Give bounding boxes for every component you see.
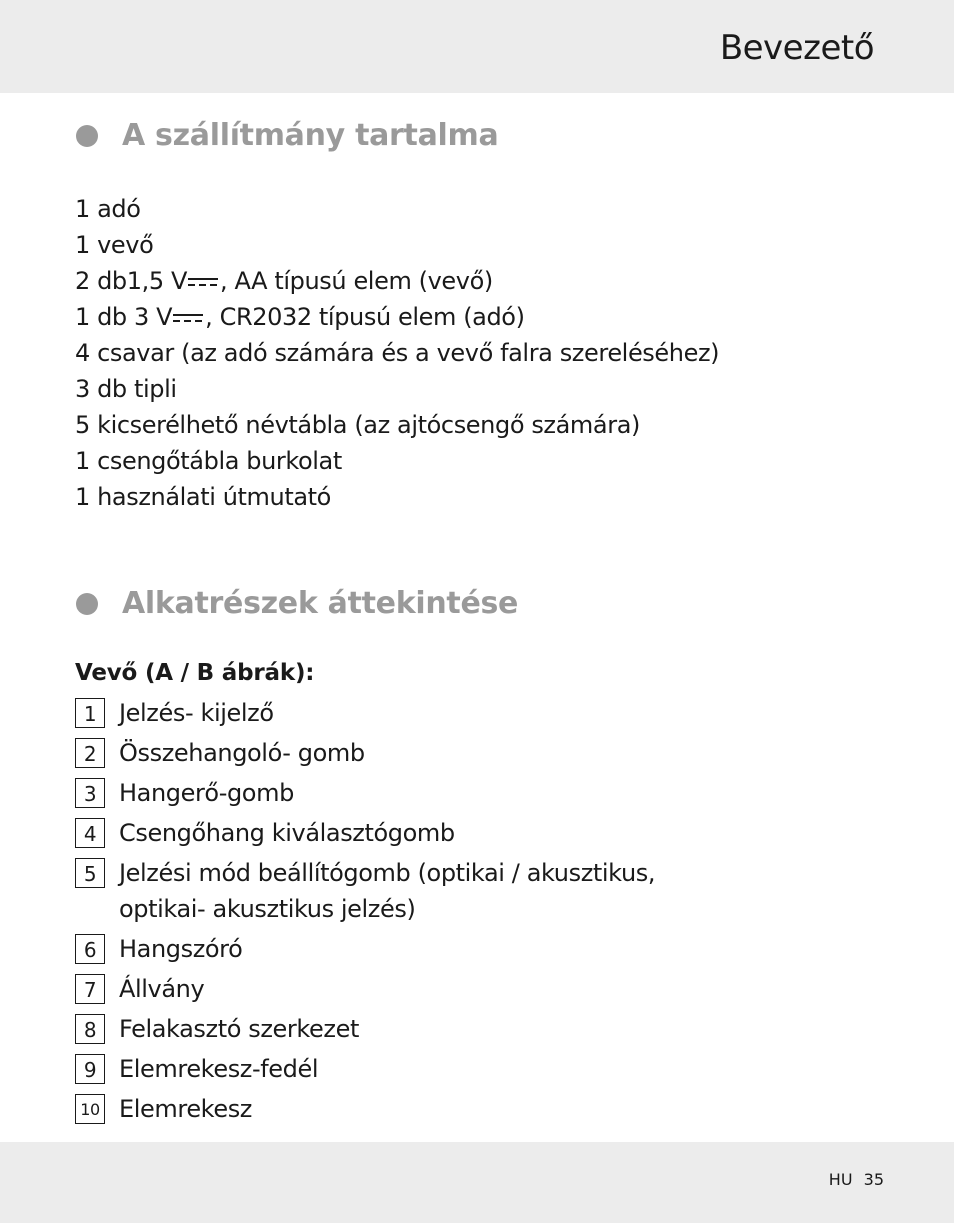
list-item: 1 vevő	[75, 231, 154, 259]
list-item: 1 adó	[75, 195, 141, 223]
part-label: Állvány	[119, 975, 205, 1003]
dc-voltage-icon	[173, 311, 203, 325]
part-number: 8	[75, 1014, 105, 1044]
page-number: 35	[863, 1170, 884, 1189]
section-heading-contents	[76, 118, 498, 153]
part-number: 10	[75, 1094, 105, 1124]
part-number: 1	[75, 698, 105, 728]
part-number: 7	[75, 974, 105, 1004]
part-number: 4	[75, 818, 105, 848]
part-number: 2	[75, 738, 105, 768]
part-number: 6	[75, 934, 105, 964]
part-label: Jelzési mód beállítógomb (optikai / akusztikus, optikai- akusztikus jelzés)	[119, 859, 656, 923]
part-label: Hangszóró	[119, 935, 243, 963]
page-footer	[829, 1170, 884, 1189]
part-number: 3	[75, 778, 105, 808]
item-text: 2 db1,5 V	[75, 267, 187, 295]
section-heading-parts	[76, 586, 518, 621]
list-item: 4 csavar (az adó számára és a vevő falra szereléséhez)	[75, 339, 720, 367]
part-item	[75, 775, 679, 811]
item-text: , AA típusú elem (vevő)	[219, 267, 493, 295]
bullet-dot-icon	[76, 125, 98, 147]
bullet-dot-icon	[76, 593, 98, 615]
part-item	[75, 971, 679, 1007]
list-item: 1 használati útmutató	[75, 483, 331, 511]
list-item: 1 csengőtábla burkolat	[75, 447, 342, 475]
part-item	[75, 695, 679, 731]
parts-list	[75, 695, 679, 1131]
part-label: Összehangoló- gomb	[119, 739, 365, 767]
part-number: 9	[75, 1054, 105, 1084]
part-item	[75, 931, 679, 967]
part-item	[75, 815, 679, 851]
contents-list	[75, 191, 719, 515]
list-item	[75, 299, 719, 335]
item-text: , CR2032 típusú elem (adó)	[205, 303, 525, 331]
page-title: Bevezető	[719, 28, 874, 68]
item-text: 1 db 3 V	[75, 303, 173, 331]
part-item	[75, 1091, 679, 1127]
part-item	[75, 1051, 679, 1087]
list-item: 5 kicserélhető névtábla (az ajtócsengő számára)	[75, 411, 640, 439]
part-item	[75, 735, 679, 771]
part-label: Elemrekesz	[119, 1095, 252, 1123]
dc-voltage-icon	[188, 275, 218, 289]
part-label: Csengőhang kiválasztógomb	[119, 819, 455, 847]
section-title: Alkatrészek áttekintése	[122, 586, 519, 621]
part-number: 5	[75, 858, 105, 888]
receiver-heading: Vevő (A / B ábrák):	[75, 660, 315, 686]
part-label: Felakasztó szerkezet	[119, 1015, 359, 1043]
part-label: Elemrekesz-fedél	[119, 1055, 319, 1083]
part-item	[75, 855, 679, 927]
part-label: Hangerő-gomb	[119, 779, 294, 807]
part-label: Jelzés- kijelző	[119, 699, 274, 727]
part-item	[75, 1011, 679, 1047]
list-item	[75, 263, 719, 299]
footer-band	[0, 1142, 954, 1223]
language-code: HU	[828, 1170, 853, 1189]
section-title: A szállítmány tartalma	[122, 118, 499, 153]
list-item: 3 db tipli	[75, 375, 177, 403]
